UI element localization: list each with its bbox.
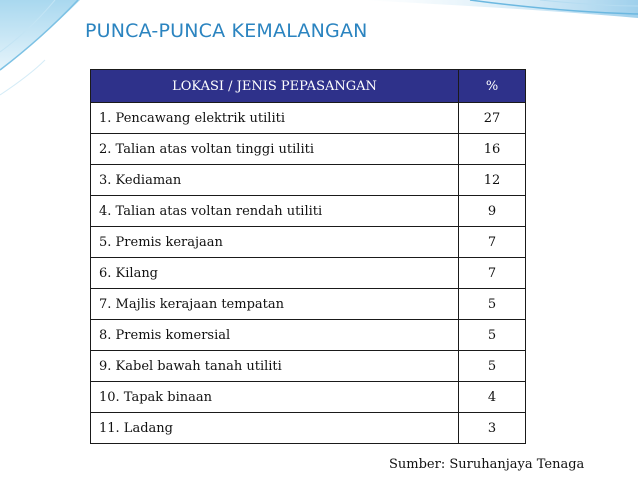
location-cell: 8. Premis komersial	[91, 320, 459, 351]
table-row	[91, 258, 526, 289]
location-cell: 2. Talian atas voltan tinggi utiliti	[91, 134, 459, 165]
percent-cell: 4	[459, 382, 526, 413]
location-cell: 3. Kediaman	[91, 165, 459, 196]
location-cell: 1. Pencawang elektrik utiliti	[91, 103, 459, 134]
location-cell: 9. Kabel bawah tanah utiliti	[91, 351, 459, 382]
percent-cell: 16	[459, 134, 526, 165]
percent-cell: 7	[459, 258, 526, 289]
table-row	[91, 134, 526, 165]
percent-cell: 5	[459, 351, 526, 382]
location-cell: 5. Premis kerajaan	[91, 227, 459, 258]
table-row	[91, 196, 526, 227]
location-cell: 6. Kilang	[91, 258, 459, 289]
table-row	[91, 413, 526, 444]
percent-cell: 9	[459, 196, 526, 227]
percent-cell: 5	[459, 289, 526, 320]
accident-source-table	[90, 69, 526, 444]
percent-cell: 7	[459, 227, 526, 258]
table-row	[91, 289, 526, 320]
percent-cell: 27	[459, 103, 526, 134]
table-header-row	[91, 70, 526, 103]
location-cell: 11. Ladang	[91, 413, 459, 444]
table-row	[91, 382, 526, 413]
location-cell: 10. Tapak binaan	[91, 382, 459, 413]
location-cell: 7. Majlis kerajaan tempatan	[91, 289, 459, 320]
table-row	[91, 165, 526, 196]
percent-cell: 12	[459, 165, 526, 196]
percent-cell: 5	[459, 320, 526, 351]
location-cell: 4. Talian atas voltan rendah utiliti	[91, 196, 459, 227]
swoosh-top-right	[360, 0, 638, 18]
table-row	[91, 103, 526, 134]
header-percent: %	[459, 70, 526, 103]
source-note: Sumber: Suruhanjaya Tenaga	[389, 457, 585, 472]
table-row	[91, 351, 526, 382]
slide-title: PUNCA-PUNCA KEMALANGAN	[85, 20, 368, 42]
table-row	[91, 227, 526, 258]
table-row	[91, 320, 526, 351]
header-location: LOKASI / JENIS PEPASANGAN	[91, 70, 459, 103]
percent-cell: 3	[459, 413, 526, 444]
